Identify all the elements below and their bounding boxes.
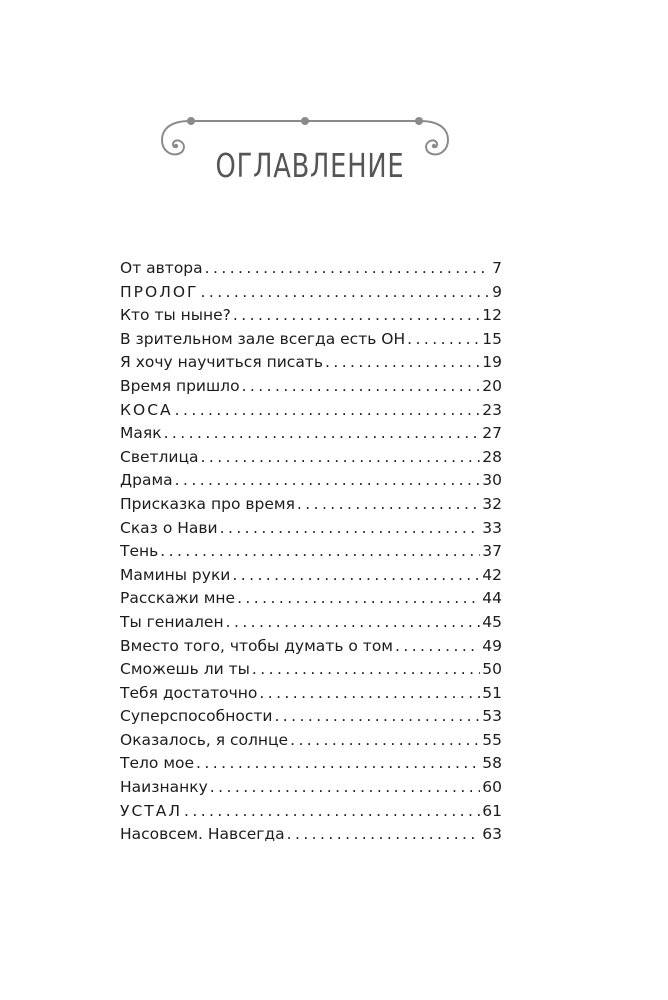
toc-entry-page-number: 53 bbox=[482, 707, 502, 726]
dot-leader bbox=[175, 469, 481, 493]
dot-leader bbox=[237, 587, 480, 611]
dot-leader bbox=[252, 658, 480, 682]
table-of-contents bbox=[120, 257, 502, 847]
toc-entry-title: Сказ о Нави bbox=[120, 518, 218, 537]
toc-entry bbox=[120, 729, 502, 753]
toc-entry-page-number: 44 bbox=[482, 589, 502, 608]
toc-entry-title: Наизнанку bbox=[120, 778, 208, 797]
dot-leader bbox=[201, 281, 491, 305]
toc-entry-title: Вместо того, чтобы думать о том bbox=[120, 636, 393, 655]
toc-entry bbox=[120, 800, 502, 824]
dot-leader bbox=[201, 446, 481, 470]
toc-entry-title: Мамины руки bbox=[120, 565, 231, 584]
toc-entry-page-number: 50 bbox=[482, 660, 502, 679]
dot-leader bbox=[297, 493, 480, 517]
toc-entry-title: Драма bbox=[120, 471, 173, 490]
dot-leader bbox=[205, 257, 490, 281]
toc-entry bbox=[120, 304, 502, 328]
toc-entry-page-number: 58 bbox=[482, 754, 502, 773]
dot-leader bbox=[184, 800, 480, 824]
toc-entry-title: Оказалось, я солнце bbox=[120, 730, 289, 749]
dot-leader bbox=[164, 422, 481, 446]
toc-entry-page-number: 20 bbox=[482, 376, 502, 395]
toc-entry-page-number: 27 bbox=[482, 424, 502, 443]
toc-entry bbox=[120, 422, 502, 446]
toc-entry-title: КОСА bbox=[120, 400, 173, 419]
dot-leader bbox=[226, 611, 481, 635]
toc-entry-title: В зрительном зале всегда есть ОН bbox=[120, 329, 406, 348]
dot-leader bbox=[395, 635, 480, 659]
toc-entry-title: Присказка про время bbox=[120, 494, 295, 513]
toc-entry-page-number: 33 bbox=[482, 518, 502, 537]
toc-entry-title: Маяк bbox=[120, 424, 162, 443]
dot-leader bbox=[233, 304, 480, 328]
toc-entry-page-number: 63 bbox=[482, 825, 502, 844]
toc-entry-title: Я хочу научиться писать bbox=[120, 353, 323, 372]
dot-leader bbox=[232, 564, 480, 588]
toc-entry-page-number: 51 bbox=[482, 683, 502, 702]
toc-entry-page-number: 19 bbox=[482, 353, 502, 372]
toc-entry bbox=[120, 611, 502, 635]
toc-entry-page-number: 42 bbox=[482, 565, 502, 584]
toc-entry-title: Тебя достаточно bbox=[120, 683, 258, 702]
dot-leader bbox=[210, 776, 480, 800]
toc-entry-page-number: 32 bbox=[482, 494, 502, 513]
dot-leader bbox=[325, 351, 480, 375]
toc-entry bbox=[120, 351, 502, 375]
toc-entry bbox=[120, 823, 502, 847]
toc-entry-title: Сможешь ли ты bbox=[120, 660, 250, 679]
toc-entry-page-number: 7 bbox=[492, 259, 502, 277]
toc-entry bbox=[120, 564, 502, 588]
toc-entry-page-number: 55 bbox=[482, 730, 502, 749]
toc-entry-title: Насовсем. Навсегда bbox=[120, 825, 285, 844]
toc-entry-title: Расскажи мне bbox=[120, 589, 236, 608]
toc-entry-page-number: 60 bbox=[482, 778, 502, 797]
toc-entry bbox=[120, 517, 502, 541]
toc-entry-title: От автора bbox=[120, 259, 203, 277]
dot-leader bbox=[259, 682, 480, 706]
dot-leader bbox=[290, 729, 480, 753]
toc-entry-page-number: 15 bbox=[482, 329, 502, 348]
dot-leader bbox=[242, 375, 481, 399]
toc-entry bbox=[120, 469, 502, 493]
toc-entry bbox=[120, 540, 502, 564]
toc-entry bbox=[120, 705, 502, 729]
toc-entry-page-number: 49 bbox=[482, 636, 502, 655]
dot-leader bbox=[287, 823, 481, 847]
toc-entry-title: Тень bbox=[120, 542, 159, 561]
dot-leader bbox=[160, 540, 480, 564]
toc-entry-title: УСТАЛ bbox=[120, 801, 182, 820]
toc-entry bbox=[120, 257, 502, 281]
toc-entry bbox=[120, 399, 502, 423]
toc-entry bbox=[120, 493, 502, 517]
toc-entry bbox=[120, 446, 502, 470]
toc-entry-title: Тело мое bbox=[120, 754, 195, 773]
dot-leader bbox=[407, 328, 480, 352]
toc-entry bbox=[120, 375, 502, 399]
page-title: ОГЛАВЛЕНИЕ bbox=[215, 146, 405, 185]
toc-entry bbox=[120, 658, 502, 682]
dot-leader bbox=[175, 399, 481, 423]
toc-entry-page-number: 61 bbox=[482, 801, 502, 820]
toc-entry-page-number: 9 bbox=[492, 282, 502, 301]
toc-entry-title: Время пришло bbox=[120, 376, 240, 395]
toc-entry bbox=[120, 776, 502, 800]
toc-entry bbox=[120, 752, 502, 776]
toc-entry bbox=[120, 328, 502, 352]
toc-entry-title: Ты гениален bbox=[120, 612, 224, 631]
toc-entry-page-number: 45 bbox=[482, 612, 502, 631]
dot-leader bbox=[274, 705, 480, 729]
toc-entry-page-number: 12 bbox=[482, 306, 502, 325]
toc-entry-title: Кто ты ныне? bbox=[120, 306, 231, 325]
toc-entry bbox=[120, 281, 502, 305]
toc-entry-page-number: 23 bbox=[482, 400, 502, 419]
dot-leader bbox=[220, 517, 481, 541]
toc-entry-page-number: 37 bbox=[482, 542, 502, 561]
toc-entry-title: ПРОЛОГ bbox=[120, 282, 199, 301]
toc-entry bbox=[120, 587, 502, 611]
dot-leader bbox=[196, 752, 480, 776]
toc-entry-title: Светлица bbox=[120, 447, 199, 466]
toc-entry-title: Суперспособности bbox=[120, 707, 273, 726]
toc-entry-page-number: 30 bbox=[482, 471, 502, 490]
toc-entry-page-number: 28 bbox=[482, 447, 502, 466]
toc-entry bbox=[120, 682, 502, 706]
toc-entry bbox=[120, 635, 502, 659]
